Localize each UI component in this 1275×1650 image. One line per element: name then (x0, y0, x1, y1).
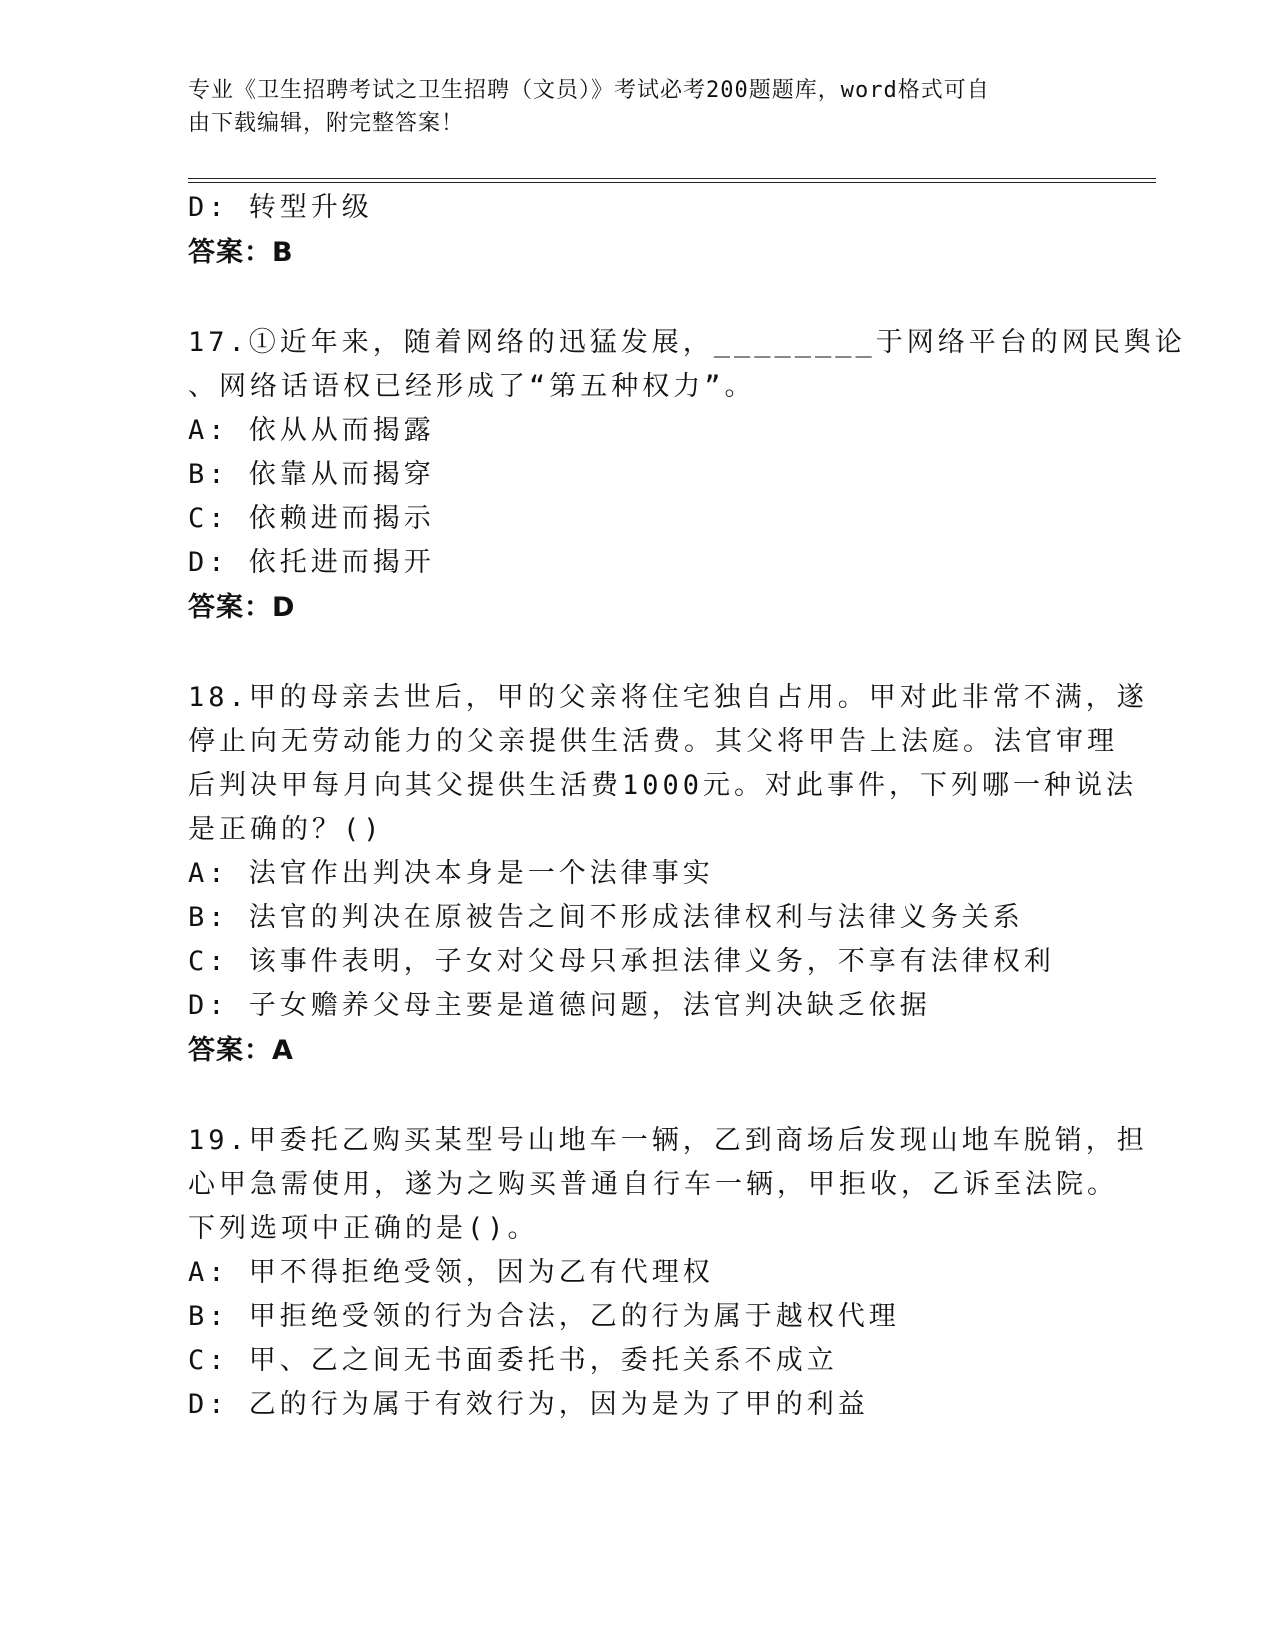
q19-option-c: C: 甲、乙之间无书面委托书，委托关系不成立 (188, 1345, 838, 1376)
q16-option-d: D: 转型升级 (188, 192, 373, 223)
header-divider-bottom (188, 182, 1156, 183)
q18-option-d: D: 子女赡养父母主要是道德问题，法官判决缺乏依据 (188, 990, 931, 1021)
q17-option-b: B: 依靠从而揭穿 (188, 459, 435, 490)
q19-stem-line-3: 下列选项中正确的是()。 (188, 1213, 539, 1244)
q18-stem-line-2: 停止向无劳动能力的父亲提供生活费。其父将甲告上法庭。法官审理 (188, 726, 1118, 757)
q17-stem-line-1: 17.①近年来，随着网络的迅猛发展，________于网络平台的网民舆论 (188, 327, 1186, 358)
q16-answer: 答案：B (188, 237, 294, 268)
q19-stem-line-1: 19.甲委托乙购买某型号山地车一辆，乙到商场后发现山地车脱销，担 (188, 1125, 1148, 1156)
q17-option-a: A: 依从从而揭露 (188, 415, 435, 446)
q17-option-c: C: 依赖进而揭示 (188, 503, 435, 534)
header-line-2: 由下载编辑，附完整答案！ (188, 111, 465, 136)
page-header (188, 74, 1068, 140)
q18-option-a: A: 法官作出判决本身是一个法律事实 (188, 858, 714, 889)
q19-option-a: A: 甲不得拒绝受领，因为乙有代理权 (188, 1257, 714, 1288)
header-line-1: 专业《卫生招聘考试之卫生招聘（文员）》考试必考200题题库，word格式可自 (188, 78, 990, 103)
q18-option-b: B: 法官的判决在原被告之间不形成法律权利与法律义务关系 (188, 902, 1024, 933)
q19-option-b: B: 甲拒绝受领的行为合法，乙的行为属于越权代理 (188, 1301, 900, 1332)
q18-answer: 答案：A (188, 1035, 294, 1066)
q18-stem-line-3: 后判决甲每月向其父提供生活费1000元。对此事件，下列哪一种说法 (188, 770, 1138, 801)
q18-option-c: C: 该事件表明，子女对父母只承担法律义务，不享有法律权利 (188, 946, 1055, 977)
q19-stem-line-2: 心甲急需使用，遂为之购买普通自行车一辆，甲拒收，乙诉至法院。 (188, 1169, 1118, 1200)
q18-stem-line-1: 18.甲的母亲去世后，甲的父亲将住宅独自占用。甲对此非常不满，遂 (188, 682, 1148, 713)
q18-stem-line-4: 是正确的？() (188, 814, 384, 845)
q17-answer: 答案：D (188, 592, 296, 623)
q17-option-d: D: 依托进而揭开 (188, 547, 435, 578)
q17-stem-line-2: 、网络话语权已经形成了“第五种权力”。 (188, 371, 756, 402)
q19-option-d: D: 乙的行为属于有效行为，因为是为了甲的利益 (188, 1389, 869, 1420)
header-divider-top (188, 178, 1156, 179)
